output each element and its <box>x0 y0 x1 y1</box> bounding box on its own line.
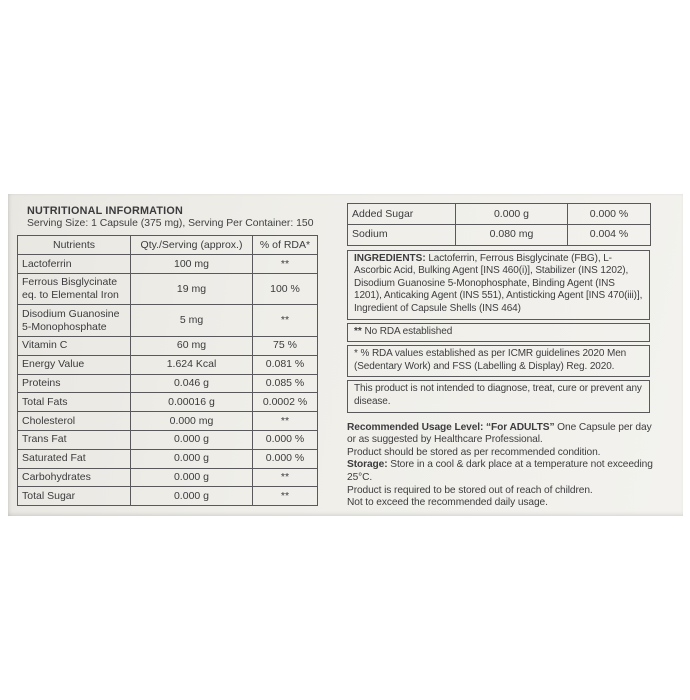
no-rda-prefix: ** <box>354 325 362 337</box>
rda-note-box: * % RDA values established as per ICMR guidelines 2020 Men (Sedentary Work) and FSS (Labelling & Display) Reg. 2020. <box>347 345 650 377</box>
serving-info: Serving Size: 1 Capsule (375 mg), Serving Per Container: 150 <box>27 218 314 229</box>
col-header-qty: Qty./Serving (approx.) <box>131 236 253 255</box>
usage-line <box>347 422 657 447</box>
nutrition-table <box>17 235 318 506</box>
usage-text: Product should be stored as per recommended condition. <box>347 446 601 458</box>
rda-cell: 75 % <box>253 336 318 355</box>
qty-cell: 5 mg <box>131 305 253 337</box>
usage-text: One Capsule per day or as suggested by Healthcare Professional. <box>347 421 652 446</box>
nutrient-name-cell: Saturated Fat <box>18 449 131 468</box>
rda-cell: 0.000 % <box>568 204 651 225</box>
qty-cell: 0.000 g <box>456 204 568 225</box>
table-header-row <box>18 236 318 255</box>
nutrient-name-cell: Trans Fat <box>18 430 131 449</box>
rda-cell: 100 % <box>253 273 318 305</box>
table-row <box>18 374 318 393</box>
qty-cell: 0.000 g <box>131 449 253 468</box>
table-row <box>18 412 318 431</box>
qty-cell: 0.000 g <box>131 430 253 449</box>
no-rda-text: No RDA established <box>361 325 453 337</box>
nutrient-name-cell: Total Sugar <box>18 487 131 506</box>
rda-cell: ** <box>253 468 318 487</box>
disclaimer-box: This product is not intended to diagnose, treat, cure or prevent any disease. <box>347 380 650 412</box>
usage-text: Store in a cool & dark place at a temperature not exceeding 25°C. <box>347 459 653 484</box>
rda-cell: 0.004 % <box>568 224 651 245</box>
qty-cell: 0.046 g <box>131 374 253 393</box>
qty-cell: 19 mg <box>131 273 253 305</box>
usage-text: Not to exceed the recommended daily usage. <box>347 497 548 509</box>
extra-nutrients-table <box>347 203 651 246</box>
ingredients-heading: INGREDIENTS: <box>354 252 426 264</box>
table-row <box>18 449 318 468</box>
usage-line <box>347 497 657 510</box>
nutrient-name-cell: Vitamin C <box>18 336 131 355</box>
table-row <box>18 487 318 506</box>
nutrient-name-cell: Cholesterol <box>18 412 131 431</box>
nutrient-name-cell: Ferrous Bisglycinate eq. to Elemental Iron <box>18 273 131 305</box>
rda-cell: 0.000 % <box>253 430 318 449</box>
col-header-rda: % of RDA* <box>253 236 318 255</box>
table-row <box>348 204 651 225</box>
nutrient-name-cell: Carbohydrates <box>18 468 131 487</box>
qty-cell: 0.000 g <box>131 468 253 487</box>
page-title: NUTRITIONAL INFORMATION <box>27 205 183 217</box>
nutrient-name-cell: Sodium <box>348 224 456 245</box>
nutrient-name-cell: Proteins <box>18 374 131 393</box>
table-row <box>18 468 318 487</box>
qty-cell: 0.080 mg <box>456 224 568 245</box>
rda-cell: 0.081 % <box>253 355 318 374</box>
no-rda-note-box <box>347 323 650 343</box>
nutrient-name-cell: Total Fats <box>18 393 131 412</box>
table-row <box>18 336 318 355</box>
usage-line <box>347 447 657 460</box>
rda-cell: ** <box>253 255 318 274</box>
qty-cell: 60 mg <box>131 336 253 355</box>
ingredients-column <box>347 203 653 510</box>
table-row <box>18 393 318 412</box>
table-row <box>18 430 318 449</box>
ingredients-text: Lactoferrin, Ferrous Bisglycinate (FBG), L-Ascorbic Acid, Bulking Agent [INS 460(i)], Stabilizer (INS 1202), Disodium Guanosine 5-Monophosphate, Binding Agent (INS 1201), Anticaking Agent (INS 551), Antisticking Agent [INS 470(iii)], Ingredient of Capsule Shells (INS 464) <box>354 252 643 314</box>
qty-cell: 0.000 mg <box>131 412 253 431</box>
table-row <box>18 355 318 374</box>
rda-cell: 0.000 % <box>253 449 318 468</box>
table-row <box>348 224 651 245</box>
rda-cell: 0.0002 % <box>253 393 318 412</box>
col-header-nutrients: Nutrients <box>18 236 131 255</box>
qty-cell: 100 mg <box>131 255 253 274</box>
nutrient-name-cell: Disodium Guanosine 5-Monophosphate <box>18 305 131 337</box>
qty-cell: 0.000 g <box>131 487 253 506</box>
rda-cell: ** <box>253 412 318 431</box>
usage-text: Product is required to be stored out of reach of children. <box>347 484 593 496</box>
nutrient-name-cell: Lactoferrin <box>18 255 131 274</box>
qty-cell: 1.624 Kcal <box>131 355 253 374</box>
usage-section <box>347 422 657 510</box>
nutrition-label-panel <box>8 194 683 516</box>
nutrient-name-cell: Energy Value <box>18 355 131 374</box>
qty-cell: 0.00016 g <box>131 393 253 412</box>
rda-cell: ** <box>253 305 318 337</box>
usage-bold: Recommended Usage Level: “For ADULTS” <box>347 421 555 433</box>
table-row <box>18 255 318 274</box>
rda-cell: ** <box>253 487 318 506</box>
table-row <box>18 273 318 305</box>
nutrient-name-cell: Added Sugar <box>348 204 456 225</box>
usage-line <box>347 459 657 484</box>
nutrition-facts-column <box>17 203 317 510</box>
usage-line <box>347 485 657 498</box>
rda-cell: 0.085 % <box>253 374 318 393</box>
table-row <box>18 305 318 337</box>
ingredients-box <box>347 250 650 320</box>
usage-bold: Storage: <box>347 459 388 471</box>
